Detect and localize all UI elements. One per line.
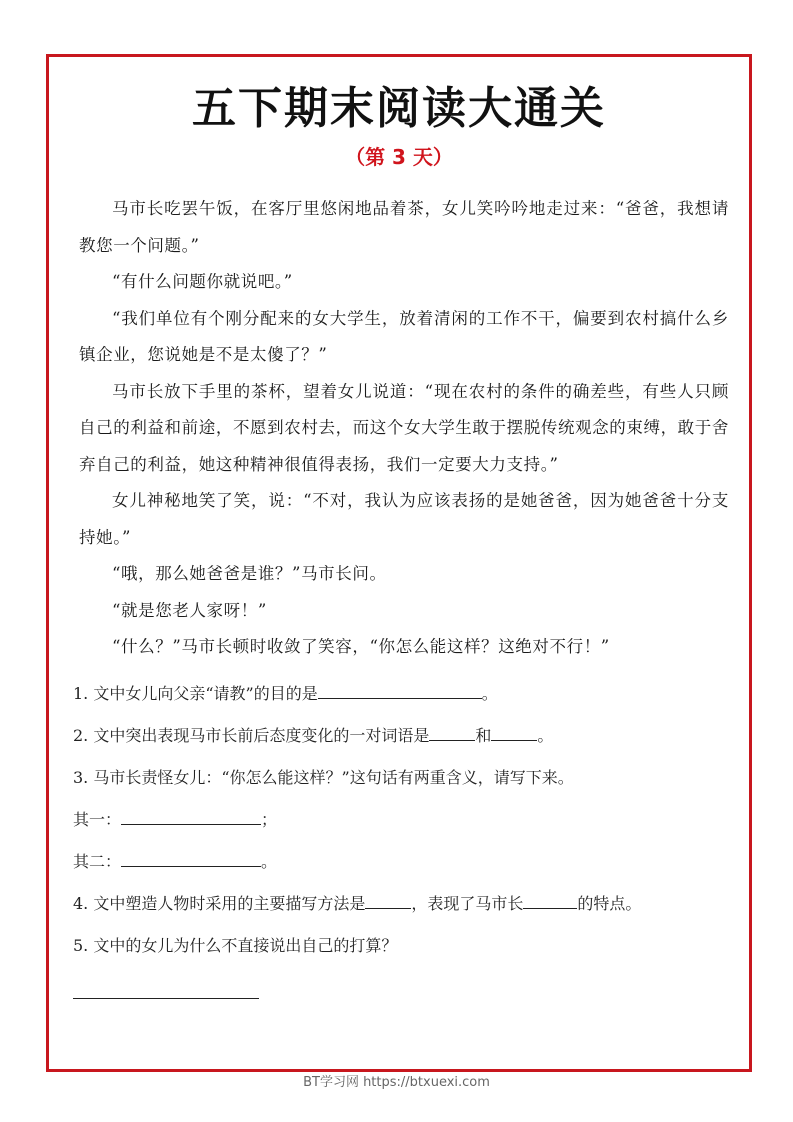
passage-paragraph: 马市长吃罢午饭，在客厅里悠闲地品着茶，女儿笑吟吟地走过来：“爸爸，我想请教您一个问题。” (79, 199, 729, 255)
question-4-answer-blank-1[interactable] (365, 894, 411, 909)
question-1-text: 1. 文中女儿向父亲“请教”的目的是 (73, 684, 318, 703)
question-3-part-1-suffix: ； (261, 810, 278, 829)
question-list (73, 673, 733, 999)
question-2-text: 2. 文中突出表现马市长前后态度变化的一对词语是 (73, 726, 430, 745)
question-4-middle-text: ，表现了马市长 (411, 894, 524, 913)
passage-paragraph: 马市长放下手里的茶杯，望着女儿说道：“现在农村的条件的确差些，有些人只顾自己的利益和前途，不愿到农村去，而这个女大学生敢于摆脱传统观念的束缚，敢于舍弃自己的利益，她这种精神很值得表扬，我们一定要大力支持。” (79, 381, 729, 474)
passage-paragraph: “哦，那么她爸爸是谁？”马市长问。 (112, 564, 387, 583)
question-5-text: 5. 文中的女儿为什么不直接说出自己的打算？ (73, 936, 398, 955)
question-1-suffix: 。 (481, 684, 498, 703)
question-3-part-1-answer-blank[interactable] (121, 810, 261, 825)
passage-paragraph: 女儿神秘地笑了笑，说：“不对，我认为应该表扬的是她爸爸，因为她爸爸十分支持她。” (79, 491, 729, 547)
passage-paragraph: “什么？”马市长顿时收敛了笑容，“你怎么能这样？这绝对不行！” (112, 637, 610, 656)
question-5 (73, 925, 733, 967)
question-4 (73, 883, 733, 925)
day-subtitle: （第 3 天） (345, 145, 453, 169)
question-3-part-1 (73, 799, 733, 841)
question-3-part-1-label: 其一： (73, 810, 122, 829)
passage-paragraph: “有什么问题你就说吧。” (112, 272, 293, 291)
question-4-suffix: 的特点。 (577, 894, 642, 913)
passage-paragraph: “就是您老人家呀！” (112, 600, 267, 620)
question-3 (73, 757, 733, 799)
footer-watermark: BT学习网 https://btxuexi.com (303, 1075, 490, 1090)
question-2-conjunction: 和 (475, 726, 492, 745)
question-3-part-2-answer-blank[interactable] (121, 852, 261, 867)
question-2 (73, 715, 733, 757)
question-2-suffix: 。 (537, 726, 554, 745)
question-1 (73, 673, 733, 715)
question-3-part-2-label: 其二： (73, 852, 122, 871)
passage-paragraph: “我们单位有个刚分配来的女大学生，放着清闲的工作不干，偏要到农村搞什么乡镇企业，您说她是不是太傻了？” (79, 308, 729, 364)
page-title: 五下期末阅读大通关 (192, 83, 606, 134)
question-4-answer-blank-2[interactable] (523, 894, 577, 909)
question-3-text: 3. 马市长责怪女儿：“你怎么能这样？”这句话有两重含义，请写下来。 (73, 768, 574, 787)
question-4-text: 4. 文中塑造人物时采用的主要描写方法是 (73, 894, 366, 913)
question-5-answer-line[interactable] (73, 997, 259, 999)
question-3-part-2 (73, 841, 733, 883)
question-2-answer-blank-1[interactable] (429, 726, 475, 741)
question-3-part-2-suffix: 。 (261, 852, 278, 871)
question-2-answer-blank-2[interactable] (491, 726, 537, 741)
reading-passage (79, 191, 729, 666)
page-border-frame (46, 54, 752, 1072)
question-1-answer-blank[interactable] (318, 684, 482, 699)
